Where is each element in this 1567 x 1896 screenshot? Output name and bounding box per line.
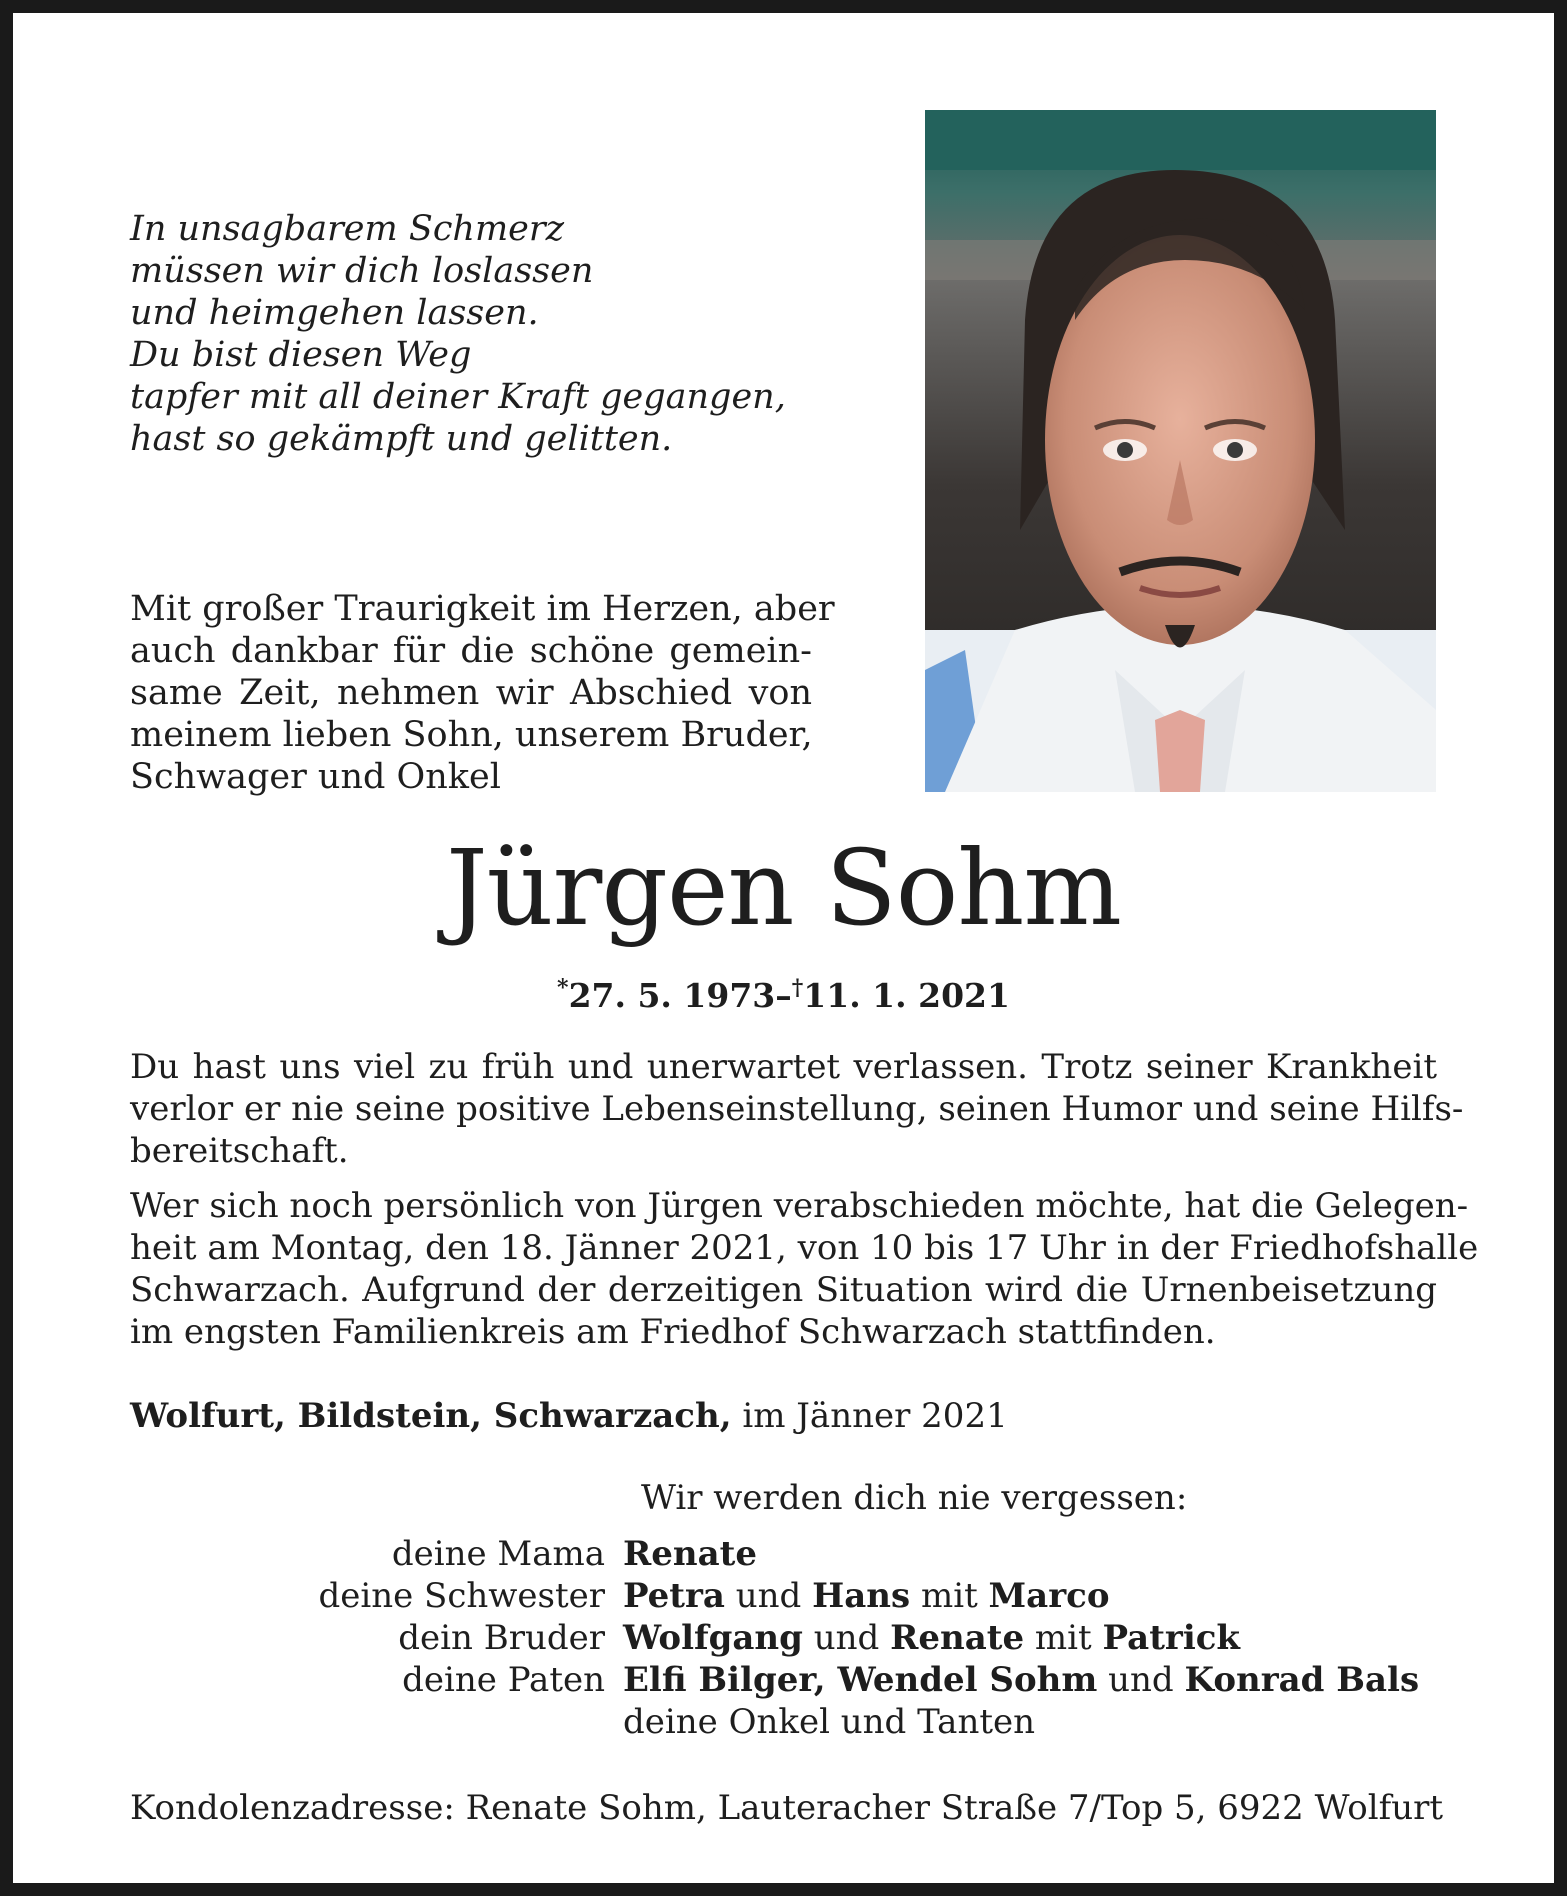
family-relation: deine Mama (391, 1534, 605, 1574)
paragraph-line: verlor er nie seine positive Lebenseinstellung, seinen Humor und seine Hilfs- (130, 1089, 1464, 1129)
paragraph-line: im engsten Familienkreis am Friedhof Schwarzach stattfinden. (130, 1312, 1216, 1352)
family-relation: deine Paten (402, 1660, 605, 1700)
family-conjunction: mit (920, 1576, 978, 1616)
family-row-mama (130, 1533, 1450, 1575)
family-row-relatives (130, 1701, 1450, 1743)
portrait-photo (925, 110, 1436, 792)
family-list (130, 1533, 1450, 1743)
family-names (623, 1533, 757, 1575)
family-row-brother (130, 1617, 1450, 1659)
family-relatives: deine Onkel und Tanten (623, 1702, 1036, 1742)
family-names (623, 1575, 1110, 1617)
family-name: Hans (812, 1576, 911, 1616)
poem-line: müssen wir dich loslassen (130, 251, 594, 291)
place-and-date (130, 1395, 1008, 1437)
date-separator: – (775, 976, 792, 1015)
paragraph-loss (130, 1046, 1464, 1172)
family-row-sister (130, 1575, 1450, 1617)
poem-line: tapfer mit all deiner Kraft gegangen, (130, 377, 786, 417)
family-conjunction: und (735, 1576, 802, 1616)
paragraph-line: Wer sich noch persönlich von Jürgen verabschieden möchte, hat die Gelegen- (130, 1186, 1469, 1226)
place-towns: Wolfurt, Bildstein, Schwarzach, (130, 1396, 732, 1436)
family-name: Elfi Bilger, Wendel Sohm (623, 1660, 1098, 1700)
condolence-address: Kondolenzadresse: Renate Sohm, Lauteracher Straße 7/Top 5, 6922 Wolfurt (130, 1788, 1444, 1828)
portrait-illustration (925, 110, 1436, 792)
family-relation: dein Bruder (398, 1618, 605, 1658)
deceased-name: Jürgen Sohm (445, 827, 1121, 949)
intro-line: auch dankbar für die schöne gemein- (130, 631, 812, 671)
death-date: 11. 1. 2021 (803, 976, 1010, 1015)
place-date: im Jänner 2021 (742, 1396, 1008, 1436)
family-name: Petra (623, 1576, 725, 1616)
family-name: Marco (988, 1576, 1110, 1616)
family-names (623, 1659, 1419, 1701)
family-name: Renate (890, 1618, 1025, 1658)
poem-line: Du bist diesen Weg (130, 335, 472, 375)
family-names (623, 1617, 1240, 1659)
intro-line: Schwager und Onkel (130, 757, 501, 797)
poem-line: hast so gekämpft und gelitten. (130, 419, 673, 459)
paragraph-line: Schwarzach. Aufgrund der derzeitigen Situation wird die Urnenbeisetzung (130, 1270, 1437, 1310)
paragraph-farewell (130, 1185, 1479, 1353)
family-name: Wolfgang (623, 1618, 803, 1658)
poem (130, 208, 830, 460)
paragraph-line: heit am Montag, den 18. Jänner 2021, von 10 bis 17 Uhr in der Friedhofshalle (130, 1228, 1479, 1268)
family-relation: deine Schwester (318, 1576, 605, 1616)
poem-line: In unsagbarem Schmerz (130, 209, 565, 249)
family-conjunction: mit (1034, 1618, 1092, 1658)
death-symbol: † (791, 975, 804, 1001)
family-row-godparents (130, 1659, 1450, 1701)
birth-date: 27. 5. 1973 (568, 976, 776, 1015)
family-name: Renate (623, 1534, 757, 1574)
remember-line: Wir werden dich nie vergessen: (641, 1478, 1188, 1518)
life-dates (0, 968, 1567, 1016)
paragraph-line: Du hast uns viel zu früh und unerwartet verlassen. Trotz seiner Krankheit (130, 1047, 1437, 1087)
intro-line: meinem lieben Sohn, unserem Bruder, (130, 715, 813, 755)
family-conjunction: und (1108, 1660, 1174, 1700)
family-name: Konrad Bals (1184, 1660, 1420, 1700)
intro-paragraph (130, 588, 835, 798)
birth-symbol: * (557, 975, 569, 1001)
family-name: Patrick (1102, 1618, 1240, 1658)
family-conjunction: und (813, 1618, 880, 1658)
intro-line: same Zeit, nehmen wir Abschied von (130, 673, 812, 713)
poem-line: und heimgehen lassen. (130, 293, 539, 333)
intro-line: Mit großer Traurigkeit im Herzen, aber (130, 589, 835, 629)
paragraph-line: bereitschaft. (130, 1131, 349, 1171)
family-relation-empty (130, 1701, 623, 1743)
